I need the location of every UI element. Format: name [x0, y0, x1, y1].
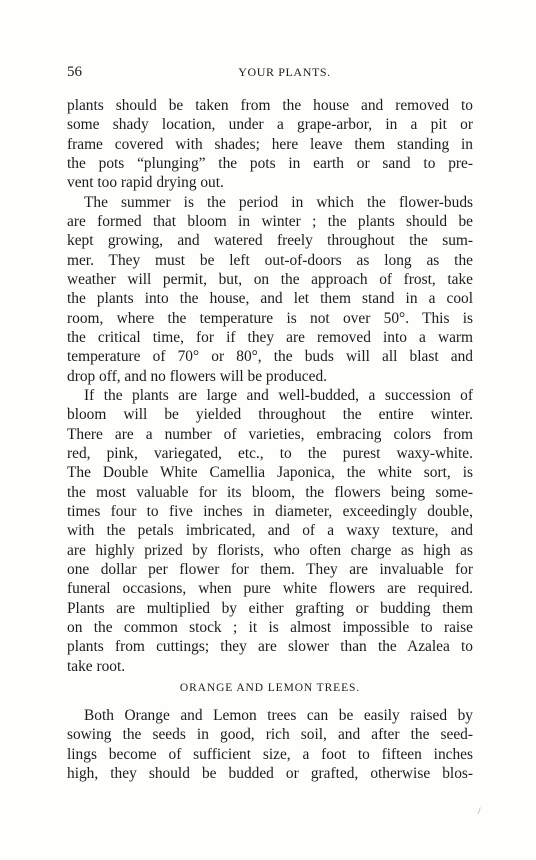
text-line: are highly prized by florists, who often charge as high as [67, 541, 473, 559]
text-line: drop off, and no flowers will be produced. [67, 367, 328, 385]
text-line: red, pink, variegated, etc., to the purest waxy-white. [67, 444, 473, 462]
text-line: on the common stock ; it is almost impossible to raise [67, 618, 473, 636]
text-line: high, they should be budded or grafted, otherwise blos- [67, 764, 473, 782]
text-line: take root. [67, 657, 126, 675]
text-line: The summer is the period in which the flower-buds [84, 193, 473, 211]
text-line: vent too rapid drying out. [67, 174, 224, 192]
running-head [67, 64, 472, 84]
ink-speck: / [478, 806, 481, 816]
section-heading: ORANGE AND LEMON TREES. [179, 682, 361, 694]
text-line: There are a number of varieties, embracing colors from [67, 425, 473, 443]
text-line: some shady location, under a grape-arbor, in a pit or [67, 116, 473, 134]
text-line: mer. They must be left out-of-doors as long as the [67, 251, 473, 269]
text-line: are formed that bloom in winter ; the plants should be [67, 212, 473, 230]
section-body-text [67, 706, 473, 783]
text-line: the pots “plunging” the pots in earth or sand to pre- [67, 154, 473, 172]
body-text [67, 96, 473, 676]
text-line: the plants into the house, and let them stand in a cool [67, 290, 473, 308]
text-line: plants from cuttings; they are slower than the Azalea to [67, 638, 473, 656]
text-line: bloom will be yielded throughout the entire winter. [67, 406, 473, 424]
text-line: the most valuable for its bloom, the flowers being some- [67, 483, 473, 501]
text-line: If the plants are large and well-budded, a succession of [84, 386, 473, 404]
text-line: Plants are multiplied by either grafting or budding them [67, 599, 473, 617]
text-line: the critical time, for if they are removed into a warm [67, 328, 473, 346]
text-line: lings become of sufficient size, a foot to fifteen inches [67, 745, 473, 763]
text-line: times four to five inches in diameter, exceedingly double, [67, 502, 473, 520]
text-line: The Double White Camellia Japonica, the white sort, is [67, 464, 473, 482]
text-line: one dollar per flower for them. They are invaluable for [67, 560, 473, 578]
text-line: kept growing, and watered freely throughout the sum- [67, 232, 473, 250]
text-line: Both Orange and Lemon trees can be easily raised by [84, 707, 473, 724]
running-title: YOUR PLANTS. [238, 65, 331, 79]
text-line: frame covered with shades; here leave them standing in [67, 135, 473, 153]
page-number: 56 [67, 64, 82, 80]
text-line: weather will permit, but, on the approach of frost, take [67, 270, 473, 288]
text-line: funeral occasions, when pure white flowers are required. [67, 580, 473, 598]
text-line: sowing the seeds in good, rich soil, and after the seed- [67, 726, 473, 744]
text-line: room, where the temperature is not over 50°. This is [67, 309, 473, 327]
text-line: with the petals imbricated, and of a waxy texture, and [67, 522, 473, 540]
text-line: plants should be taken from the house and removed to [67, 97, 473, 114]
text-line: temperature of 70° or 80°, the buds will all blast and [67, 348, 473, 366]
